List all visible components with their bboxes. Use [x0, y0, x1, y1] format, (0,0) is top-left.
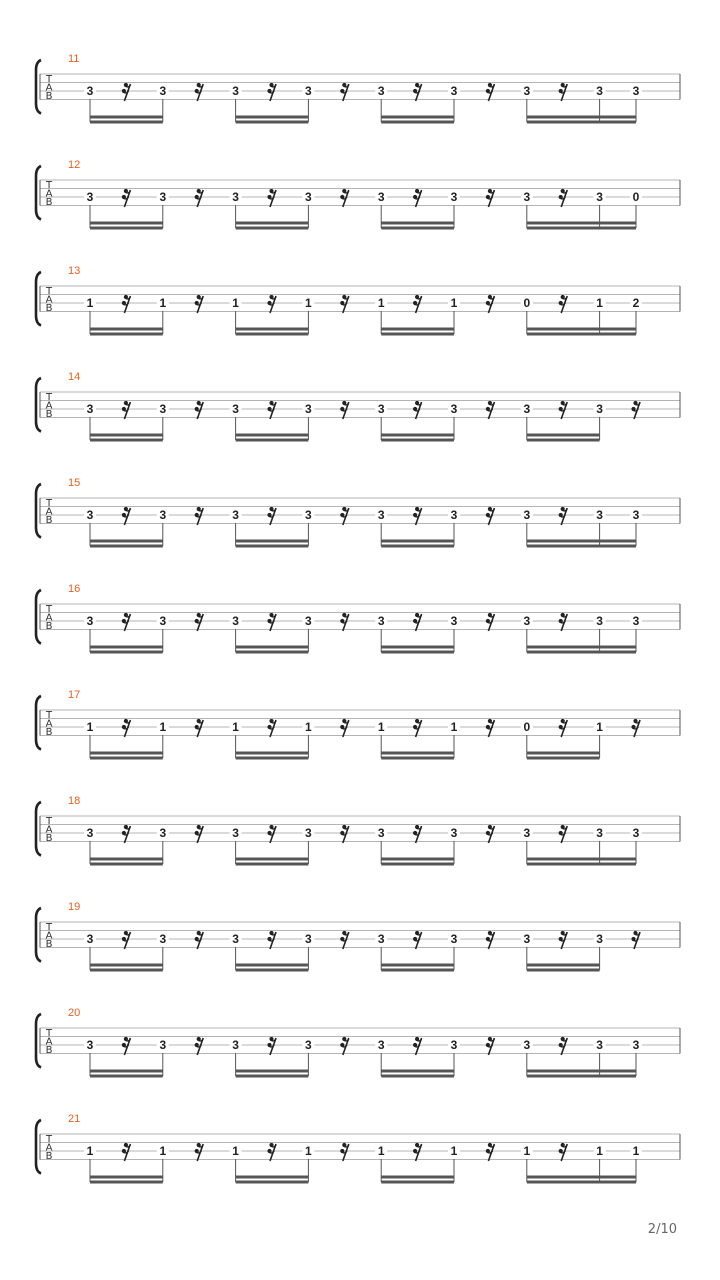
tab-clef-letter: A: [45, 612, 53, 624]
fret-number: 3: [523, 402, 531, 416]
fret-number: 3: [377, 1038, 385, 1052]
tab-clef-letter: A: [45, 824, 53, 836]
fret-number: 3: [377, 508, 385, 522]
fret-number: 3: [305, 84, 312, 98]
fret-number: 3: [596, 190, 603, 204]
tab-clef-letter: A: [45, 188, 53, 200]
fret-number: 3: [377, 826, 385, 840]
fret-number: 1: [450, 296, 458, 310]
fret-number: 3: [232, 932, 239, 946]
tab-clef-letter: B: [45, 1151, 53, 1162]
fret-number: 3: [632, 84, 640, 98]
tab-clef-letter: T: [45, 922, 53, 933]
fret-number: 3: [159, 84, 167, 98]
fret-number: 3: [523, 932, 531, 946]
tab-clef-letter: A: [45, 1142, 53, 1154]
fret-number: 3: [523, 84, 531, 98]
fret-number: 3: [305, 826, 312, 840]
fret-number: 3: [450, 932, 458, 946]
measure-number: 16: [68, 583, 81, 595]
fret-number: 3: [86, 84, 94, 98]
tab-clef-letter: A: [45, 718, 53, 730]
fret-number: 3: [305, 614, 312, 628]
tab-clef-letter: T: [45, 816, 53, 827]
fret-number: 1: [450, 1144, 458, 1158]
fret-number: 3: [232, 1038, 239, 1052]
tab-clef-letter: A: [45, 82, 53, 94]
fret-number: 3: [450, 402, 458, 416]
tab-clef-letter: B: [45, 727, 53, 738]
fret-number: 3: [232, 508, 239, 522]
fret-number: 1: [159, 1144, 167, 1158]
fret-number: 3: [632, 826, 640, 840]
tab-clef-letter: T: [45, 1134, 53, 1145]
fret-number: 3: [159, 190, 167, 204]
fret-number: 3: [596, 826, 603, 840]
fret-number: 3: [305, 932, 312, 946]
fret-number: 3: [377, 614, 385, 628]
tab-clef-letter: A: [45, 400, 53, 412]
fret-number: 0: [632, 190, 640, 204]
measure-number: 18: [68, 795, 81, 807]
tab-clef-letter: B: [45, 197, 53, 208]
fret-number: 1: [377, 1144, 385, 1158]
fret-number: 3: [596, 402, 603, 416]
tab-clef-letter: T: [45, 498, 53, 509]
measure-number: 14: [68, 371, 81, 383]
fret-number: 1: [523, 1144, 531, 1158]
fret-number: 3: [377, 402, 385, 416]
fret-number: 3: [305, 508, 312, 522]
fret-number: 3: [305, 402, 312, 416]
fret-number: 1: [232, 296, 239, 310]
fret-number: 1: [377, 296, 385, 310]
fret-number: 1: [596, 1144, 603, 1158]
fret-number: 3: [232, 84, 239, 98]
fret-number: 3: [232, 402, 239, 416]
fret-number: 3: [86, 614, 94, 628]
measure-number: 11: [68, 53, 80, 65]
tab-clef-letter: B: [45, 409, 53, 420]
fret-number: 1: [596, 720, 603, 734]
fret-number: 1: [305, 1144, 312, 1158]
fret-number: 3: [450, 508, 458, 522]
measure-number: 17: [68, 689, 81, 701]
tab-clef-letter: B: [45, 1045, 53, 1056]
tab-clef-letter: A: [45, 506, 53, 518]
fret-number: 3: [232, 190, 239, 204]
fret-number: 3: [86, 508, 94, 522]
fret-number: 3: [159, 508, 167, 522]
fret-number: 3: [159, 932, 167, 946]
fret-number: 3: [596, 932, 603, 946]
measure-number: 19: [68, 901, 81, 913]
fret-number: 3: [86, 190, 94, 204]
measure-number: 13: [68, 265, 81, 277]
page-number: 2/10: [647, 1222, 677, 1237]
fret-number: 1: [305, 720, 312, 734]
fret-number: 1: [232, 720, 239, 734]
fret-number: 2: [632, 296, 640, 310]
fret-number: 0: [523, 296, 531, 310]
fret-number: 3: [86, 932, 94, 946]
tab-clef-letter: T: [45, 180, 53, 191]
measure-number: 15: [68, 477, 81, 489]
fret-number: 1: [86, 720, 94, 734]
fret-number: 3: [450, 1038, 458, 1052]
fret-number: 3: [232, 614, 239, 628]
fret-number: 3: [450, 84, 458, 98]
tab-clef-letter: B: [45, 303, 53, 314]
fret-number: 3: [523, 614, 531, 628]
fret-number: 3: [596, 84, 603, 98]
tab-clef-letter: T: [45, 392, 53, 403]
fret-number: 3: [86, 402, 94, 416]
fret-number: 3: [159, 826, 167, 840]
tab-clef-letter: A: [45, 1036, 53, 1048]
fret-number: 3: [232, 826, 239, 840]
fret-number: 3: [450, 826, 458, 840]
fret-number: 0: [523, 720, 531, 734]
fret-number: 3: [159, 614, 167, 628]
tab-clef-letter: B: [45, 91, 53, 102]
tab-clef-letter: T: [45, 710, 53, 721]
fret-number: 3: [596, 614, 603, 628]
fret-number: 3: [632, 1038, 640, 1052]
fret-number: 3: [596, 1038, 603, 1052]
fret-number: 1: [305, 296, 312, 310]
fret-number: 1: [377, 720, 385, 734]
tab-clef-letter: B: [45, 833, 53, 844]
fret-number: 3: [377, 84, 385, 98]
fret-number: 3: [159, 402, 167, 416]
fret-number: 3: [523, 826, 531, 840]
tab-clef-letter: T: [45, 1028, 53, 1039]
fret-number: 3: [523, 508, 531, 522]
tab-clef-letter: A: [45, 930, 53, 942]
fret-number: 3: [632, 614, 640, 628]
measure-number: 12: [68, 159, 81, 171]
fret-number: 3: [377, 932, 385, 946]
fret-number: 3: [632, 508, 640, 522]
fret-number: 1: [596, 296, 603, 310]
fret-number: 3: [523, 190, 531, 204]
fret-number: 3: [450, 614, 458, 628]
fret-number: 3: [450, 190, 458, 204]
tab-clef-letter: B: [45, 515, 53, 526]
fret-number: 3: [159, 1038, 167, 1052]
fret-number: 3: [86, 1038, 94, 1052]
fret-number: 1: [232, 1144, 239, 1158]
fret-number: 3: [305, 1038, 312, 1052]
fret-number: 3: [86, 826, 94, 840]
tab-clef-letter: T: [45, 286, 53, 297]
fret-number: 1: [159, 296, 167, 310]
tab-clef-letter: T: [45, 74, 53, 85]
fret-number: 1: [632, 1144, 640, 1158]
tab-clef-letter: B: [45, 621, 53, 632]
tab-clef-letter: A: [45, 294, 53, 306]
fret-number: 1: [159, 720, 167, 734]
fret-number: 3: [523, 1038, 531, 1052]
measure-number: 21: [68, 1113, 81, 1125]
fret-number: 3: [596, 508, 603, 522]
fret-number: 3: [305, 190, 312, 204]
fret-number: 1: [450, 720, 458, 734]
tab-clef-letter: T: [45, 604, 53, 615]
measure-number: 20: [68, 1007, 81, 1019]
fret-number: 3: [377, 190, 385, 204]
fret-number: 1: [86, 296, 94, 310]
fret-number: 1: [86, 1144, 94, 1158]
tab-clef-letter: B: [45, 939, 53, 950]
